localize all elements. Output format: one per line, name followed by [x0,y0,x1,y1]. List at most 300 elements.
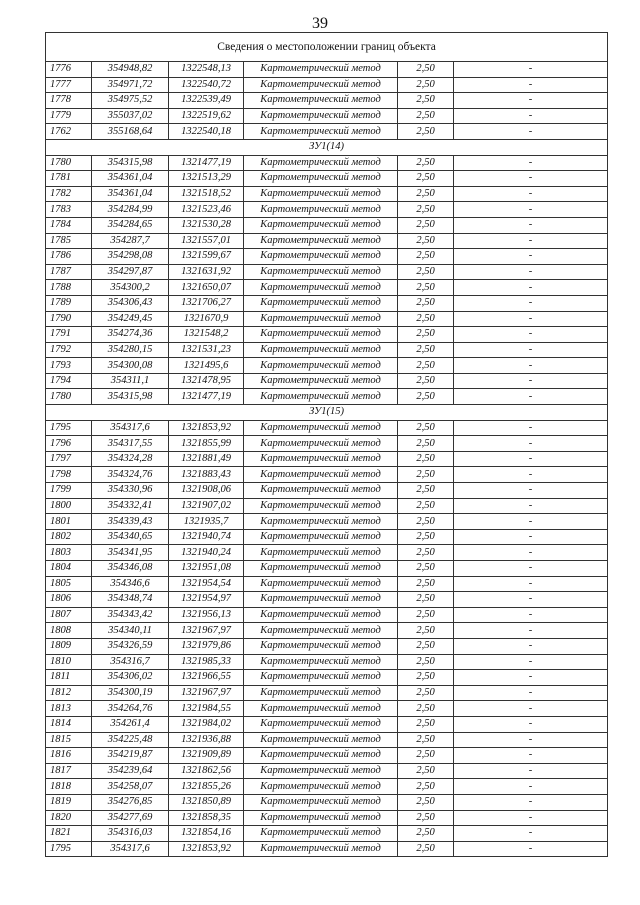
point-number-cell: 1797 [46,451,92,467]
method-cell: Картометрический метод [244,373,398,389]
method-cell: Картометрический метод [244,342,398,358]
accuracy-cell: 2,50 [398,124,454,140]
method-cell: Картометрический метод [244,249,398,265]
description-cell: - [454,311,608,327]
method-cell: Картометрический метод [244,498,398,514]
point-number-cell: 1817 [46,763,92,779]
coordinate-x-cell: 354317,6 [92,420,169,436]
coordinate-x-cell: 354315,98 [92,389,169,405]
method-cell: Картометрический метод [244,841,398,857]
accuracy-cell: 2,50 [398,373,454,389]
description-cell: - [454,592,608,608]
point-number-cell: 1807 [46,607,92,623]
table-row [46,436,608,452]
coordinate-y-cell: 1321495,6 [169,358,244,374]
method-cell: Картометрический метод [244,654,398,670]
accuracy-cell: 2,50 [398,451,454,467]
method-cell: Картометрический метод [244,763,398,779]
coordinate-y-cell: 1321631,92 [169,264,244,280]
description-cell: - [454,171,608,187]
coordinate-y-cell: 1321477,19 [169,389,244,405]
coordinate-x-cell: 355168,64 [92,124,169,140]
coordinate-y-cell: 1321513,29 [169,171,244,187]
coordinate-x-cell: 354346,6 [92,576,169,592]
coordinate-y-cell: 1322539,49 [169,93,244,109]
description-cell: - [454,779,608,795]
accuracy-cell: 2,50 [398,826,454,842]
coordinate-y-cell: 1321530,28 [169,217,244,233]
table-row [46,420,608,436]
coordinate-x-cell: 354332,41 [92,498,169,514]
description-cell: - [454,654,608,670]
point-number-cell: 1813 [46,701,92,717]
description-cell: - [454,685,608,701]
coordinate-y-cell: 1321979,86 [169,638,244,654]
method-cell: Картометрический метод [244,62,398,78]
method-cell: Картометрический метод [244,451,398,467]
point-number-cell: 1801 [46,514,92,530]
coordinate-y-cell: 1321862,56 [169,763,244,779]
boundary-table-wrapper [45,32,607,857]
coordinate-y-cell: 1321855,99 [169,436,244,452]
table-row [46,358,608,374]
accuracy-cell: 2,50 [398,108,454,124]
method-cell: Картометрический метод [244,638,398,654]
description-cell: - [454,280,608,296]
method-cell: Картометрический метод [244,545,398,561]
description-cell: - [454,264,608,280]
accuracy-cell: 2,50 [398,202,454,218]
coordinate-x-cell: 354306,02 [92,670,169,686]
method-cell: Картометрический метод [244,716,398,732]
point-number-cell: 1803 [46,545,92,561]
table-row [46,77,608,93]
coordinate-y-cell: 1321935,7 [169,514,244,530]
coordinate-x-cell: 354297,87 [92,264,169,280]
point-number-cell: 1791 [46,327,92,343]
table-row [46,685,608,701]
method-cell: Картометрический метод [244,623,398,639]
coordinate-y-cell: 1321670,9 [169,311,244,327]
description-cell: - [454,467,608,483]
coordinate-x-cell: 354219,87 [92,748,169,764]
table-header-title: Сведения о местоположении границ объекта [46,33,608,62]
table-row [46,124,608,140]
coordinate-x-cell: 354280,15 [92,342,169,358]
coordinate-x-cell: 354324,76 [92,467,169,483]
section-title: ЗУ1(15) [46,405,608,421]
coordinate-x-cell: 354326,59 [92,638,169,654]
coordinate-y-cell: 1321518,52 [169,186,244,202]
description-cell: - [454,202,608,218]
accuracy-cell: 2,50 [398,685,454,701]
table-row [46,716,608,732]
point-number-cell: 1792 [46,342,92,358]
coordinate-x-cell: 354264,76 [92,701,169,717]
point-number-cell: 1762 [46,124,92,140]
method-cell: Картометрический метод [244,327,398,343]
point-number-cell: 1776 [46,62,92,78]
table-row [46,529,608,545]
description-cell: - [454,233,608,249]
coordinate-y-cell: 1321557,01 [169,233,244,249]
point-number-cell: 1809 [46,638,92,654]
accuracy-cell: 2,50 [398,670,454,686]
description-cell: - [454,358,608,374]
method-cell: Картометрический метод [244,202,398,218]
point-number-cell: 1785 [46,233,92,249]
point-number-cell: 1804 [46,561,92,577]
coordinate-y-cell: 1321907,02 [169,498,244,514]
coordinate-x-cell: 354306,43 [92,295,169,311]
description-cell: - [454,514,608,530]
accuracy-cell: 2,50 [398,233,454,249]
coordinate-x-cell: 354316,7 [92,654,169,670]
table-row [46,514,608,530]
table-row [46,670,608,686]
method-cell: Картометрический метод [244,607,398,623]
method-cell: Картометрический метод [244,295,398,311]
point-number-cell: 1779 [46,108,92,124]
description-cell: - [454,420,608,436]
method-cell: Картометрический метод [244,311,398,327]
coordinate-y-cell: 1321984,55 [169,701,244,717]
description-cell: - [454,498,608,514]
method-cell: Картометрический метод [244,592,398,608]
coordinate-y-cell: 1321853,92 [169,841,244,857]
description-cell: - [454,670,608,686]
point-number-cell: 1790 [46,311,92,327]
point-number-cell: 1793 [46,358,92,374]
table-row [46,794,608,810]
table-row [46,826,608,842]
coordinate-x-cell: 354346,08 [92,561,169,577]
accuracy-cell: 2,50 [398,155,454,171]
coordinate-x-cell: 354225,48 [92,732,169,748]
point-number-cell: 1788 [46,280,92,296]
coordinate-x-cell: 354300,2 [92,280,169,296]
point-number-cell: 1777 [46,77,92,93]
description-cell: - [454,62,608,78]
accuracy-cell: 2,50 [398,576,454,592]
description-cell: - [454,342,608,358]
point-number-cell: 1810 [46,654,92,670]
method-cell: Картометрический метод [244,233,398,249]
table-row [46,592,608,608]
description-cell: - [454,436,608,452]
coordinate-y-cell: 1321985,33 [169,654,244,670]
description-cell: - [454,794,608,810]
table-row [46,841,608,857]
table-row [46,701,608,717]
accuracy-cell: 2,50 [398,483,454,499]
accuracy-cell: 2,50 [398,654,454,670]
method-cell: Картометрический метод [244,124,398,140]
coordinate-x-cell: 354249,45 [92,311,169,327]
accuracy-cell: 2,50 [398,62,454,78]
point-number-cell: 1818 [46,779,92,795]
coordinate-x-cell: 354300,19 [92,685,169,701]
point-number-cell: 1798 [46,467,92,483]
coordinate-y-cell: 1321531,23 [169,342,244,358]
coordinate-y-cell: 1321967,97 [169,685,244,701]
table-row [46,327,608,343]
accuracy-cell: 2,50 [398,311,454,327]
table-row [46,233,608,249]
table-row [46,389,608,405]
method-cell: Картометрический метод [244,155,398,171]
method-cell: Картометрический метод [244,748,398,764]
description-cell: - [454,186,608,202]
description-cell: - [454,124,608,140]
accuracy-cell: 2,50 [398,638,454,654]
method-cell: Картометрический метод [244,171,398,187]
coordinate-y-cell: 1321523,46 [169,202,244,218]
method-cell: Картометрический метод [244,514,398,530]
coordinate-x-cell: 354341,95 [92,545,169,561]
method-cell: Картометрический метод [244,186,398,202]
accuracy-cell: 2,50 [398,77,454,93]
method-cell: Картометрический метод [244,826,398,842]
method-cell: Картометрический метод [244,280,398,296]
point-number-cell: 1794 [46,373,92,389]
accuracy-cell: 2,50 [398,467,454,483]
coordinate-x-cell: 355037,02 [92,108,169,124]
description-cell: - [454,810,608,826]
coordinate-x-cell: 354339,43 [92,514,169,530]
coordinate-y-cell: 1321854,16 [169,826,244,842]
accuracy-cell: 2,50 [398,592,454,608]
point-number-cell: 1812 [46,685,92,701]
method-cell: Картометрический метод [244,670,398,686]
accuracy-cell: 2,50 [398,358,454,374]
accuracy-cell: 2,50 [398,701,454,717]
accuracy-cell: 2,50 [398,436,454,452]
coordinate-y-cell: 1321940,74 [169,529,244,545]
description-cell: - [454,732,608,748]
description-cell: - [454,451,608,467]
coordinate-y-cell: 1321599,67 [169,249,244,265]
method-cell: Картометрический метод [244,561,398,577]
point-number-cell: 1806 [46,592,92,608]
boundary-table [45,32,608,857]
description-cell: - [454,108,608,124]
point-number-cell: 1784 [46,217,92,233]
coordinate-x-cell: 354298,08 [92,249,169,265]
table-row [46,93,608,109]
accuracy-cell: 2,50 [398,264,454,280]
point-number-cell: 1815 [46,732,92,748]
coordinate-x-cell: 354343,42 [92,607,169,623]
table-row [46,467,608,483]
description-cell: - [454,716,608,732]
coordinate-x-cell: 354300,08 [92,358,169,374]
description-cell: - [454,748,608,764]
point-number-cell: 1782 [46,186,92,202]
table-row [46,108,608,124]
point-number-cell: 1783 [46,202,92,218]
coordinate-x-cell: 354348,74 [92,592,169,608]
table-row [46,623,608,639]
coordinate-x-cell: 354276,85 [92,794,169,810]
point-number-cell: 1821 [46,826,92,842]
description-cell: - [454,607,608,623]
coordinate-y-cell: 1321936,88 [169,732,244,748]
accuracy-cell: 2,50 [398,420,454,436]
accuracy-cell: 2,50 [398,561,454,577]
description-cell: - [454,529,608,545]
table-row [46,763,608,779]
coordinate-y-cell: 1321984,02 [169,716,244,732]
table-row [46,280,608,296]
table-row [46,171,608,187]
accuracy-cell: 2,50 [398,171,454,187]
accuracy-cell: 2,50 [398,794,454,810]
method-cell: Картометрический метод [244,483,398,499]
description-cell: - [454,295,608,311]
accuracy-cell: 2,50 [398,186,454,202]
accuracy-cell: 2,50 [398,763,454,779]
coordinate-y-cell: 1321881,49 [169,451,244,467]
method-cell: Картометрический метод [244,810,398,826]
point-number-cell: 1814 [46,716,92,732]
coordinate-x-cell: 354311,1 [92,373,169,389]
point-number-cell: 1796 [46,436,92,452]
coordinate-x-cell: 354261,4 [92,716,169,732]
description-cell: - [454,217,608,233]
coordinate-x-cell: 354239,64 [92,763,169,779]
coordinate-x-cell: 354948,82 [92,62,169,78]
section-row [46,139,608,155]
coordinate-y-cell: 1321858,35 [169,810,244,826]
table-row [46,62,608,78]
table-row [46,342,608,358]
coordinate-y-cell: 1321883,43 [169,467,244,483]
coordinate-y-cell: 1322519,62 [169,108,244,124]
table-row [46,186,608,202]
description-cell: - [454,826,608,842]
coordinate-x-cell: 354317,55 [92,436,169,452]
coordinate-x-cell: 354284,99 [92,202,169,218]
coordinate-y-cell: 1321966,55 [169,670,244,686]
coordinate-x-cell: 354317,6 [92,841,169,857]
method-cell: Картометрический метод [244,217,398,233]
coordinate-y-cell: 1321909,89 [169,748,244,764]
point-number-cell: 1819 [46,794,92,810]
coordinate-x-cell: 354316,03 [92,826,169,842]
table-row [46,607,608,623]
table-row [46,545,608,561]
table-row [46,311,608,327]
coordinate-y-cell: 1321956,13 [169,607,244,623]
description-cell: - [454,701,608,717]
accuracy-cell: 2,50 [398,498,454,514]
table-row [46,249,608,265]
point-number-cell: 1802 [46,529,92,545]
coordinate-y-cell: 1321478,95 [169,373,244,389]
point-number-cell: 1780 [46,389,92,405]
coordinate-y-cell: 1322540,18 [169,124,244,140]
table-row [46,373,608,389]
point-number-cell: 1800 [46,498,92,514]
description-cell: - [454,841,608,857]
coordinate-x-cell: 354277,69 [92,810,169,826]
coordinate-y-cell: 1321954,97 [169,592,244,608]
description-cell: - [454,77,608,93]
accuracy-cell: 2,50 [398,748,454,764]
coordinate-y-cell: 1321548,2 [169,327,244,343]
method-cell: Картометрический метод [244,358,398,374]
accuracy-cell: 2,50 [398,716,454,732]
coordinate-y-cell: 1322548,13 [169,62,244,78]
section-row [46,405,608,421]
point-number-cell: 1816 [46,748,92,764]
table-row [46,483,608,499]
accuracy-cell: 2,50 [398,841,454,857]
method-cell: Картометрический метод [244,108,398,124]
point-number-cell: 1805 [46,576,92,592]
table-body [46,33,608,857]
method-cell: Картометрический метод [244,732,398,748]
description-cell: - [454,763,608,779]
coordinate-y-cell: 1321650,07 [169,280,244,296]
accuracy-cell: 2,50 [398,295,454,311]
coordinate-x-cell: 354287,7 [92,233,169,249]
table-row [46,295,608,311]
method-cell: Картометрический метод [244,779,398,795]
description-cell: - [454,483,608,499]
accuracy-cell: 2,50 [398,607,454,623]
coordinate-y-cell: 1321940,24 [169,545,244,561]
table-row [46,155,608,171]
coordinate-x-cell: 354340,65 [92,529,169,545]
coordinate-x-cell: 354361,04 [92,186,169,202]
description-cell: - [454,638,608,654]
table-row [46,202,608,218]
accuracy-cell: 2,50 [398,779,454,795]
method-cell: Картометрический метод [244,77,398,93]
coordinate-x-cell: 354258,07 [92,779,169,795]
method-cell: Картометрический метод [244,576,398,592]
point-number-cell: 1795 [46,420,92,436]
accuracy-cell: 2,50 [398,514,454,530]
table-row [46,732,608,748]
table-row [46,264,608,280]
coordinate-y-cell: 1321853,92 [169,420,244,436]
description-cell: - [454,561,608,577]
table-row [46,748,608,764]
method-cell: Картометрический метод [244,529,398,545]
table-row [46,498,608,514]
point-number-cell: 1780 [46,155,92,171]
coordinate-x-cell: 354975,52 [92,93,169,109]
table-row [46,451,608,467]
description-cell: - [454,155,608,171]
point-number-cell: 1799 [46,483,92,499]
coordinate-y-cell: 1321967,97 [169,623,244,639]
method-cell: Картометрический метод [244,794,398,810]
point-number-cell: 1795 [46,841,92,857]
accuracy-cell: 2,50 [398,217,454,233]
point-number-cell: 1787 [46,264,92,280]
description-cell: - [454,373,608,389]
description-cell: - [454,93,608,109]
description-cell: - [454,249,608,265]
point-number-cell: 1781 [46,171,92,187]
coordinate-y-cell: 1322540,72 [169,77,244,93]
accuracy-cell: 2,50 [398,732,454,748]
coordinate-x-cell: 354361,04 [92,171,169,187]
